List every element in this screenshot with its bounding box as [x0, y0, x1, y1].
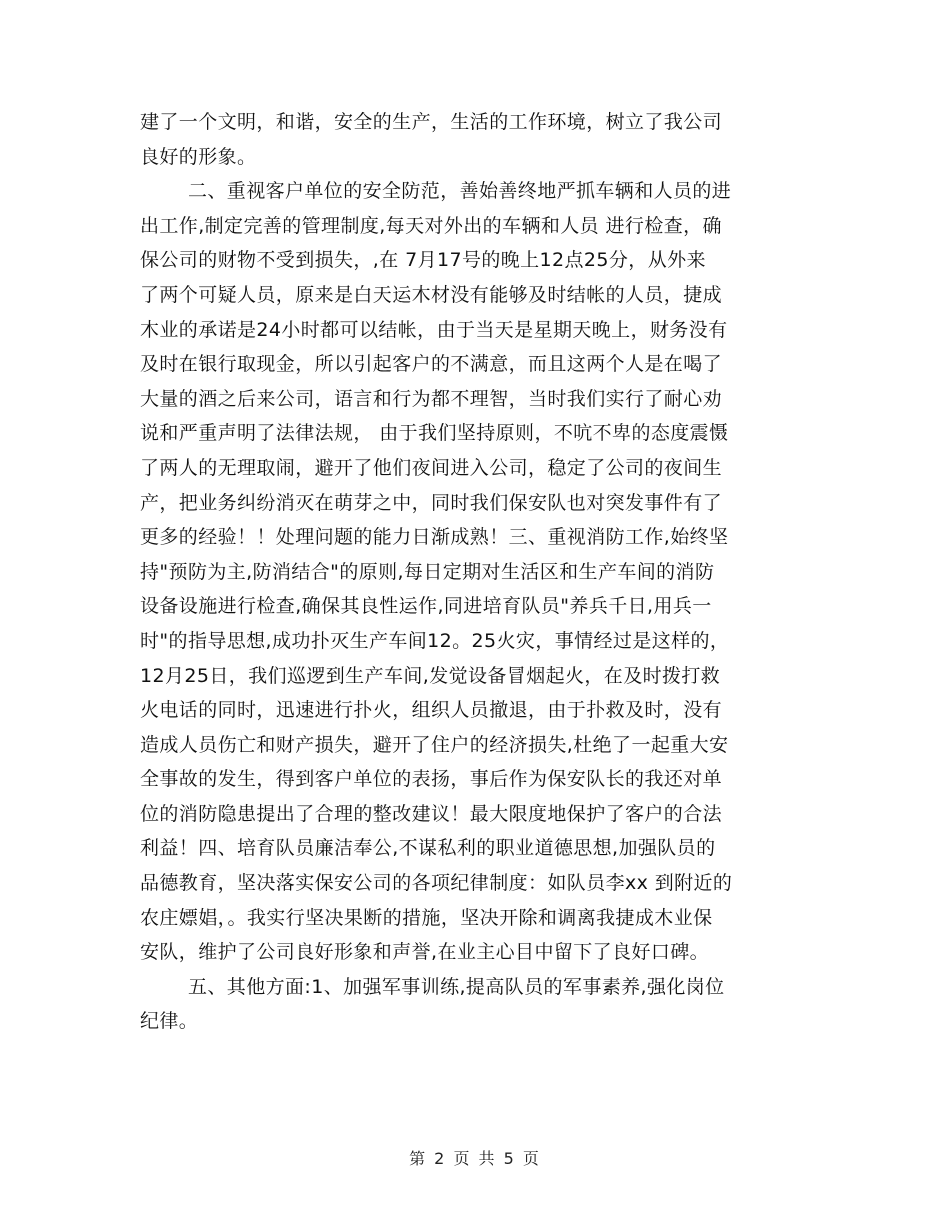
text-line: 五、其他方面:1、加强军事训练,提高队员的军事素养,强化岗位: [188, 975, 725, 998]
text-line: 建了一个文明，和谐，安全的生产，生活的工作环境，树立了我公司: [140, 111, 723, 133]
text-line: 及时在银行取现金，所以引起客户的不满意，而且这两个人是在喝了: [140, 353, 723, 376]
page-footer: 第 2 页 共 5 页: [409, 1149, 541, 1168]
text-line: 时"的指导思想,成功扑灭生产车间12。25火灾，事情经过是这样的，: [140, 629, 730, 652]
text-line: 了两人的无理取闹，避开了他们夜间进入公司，稳定了公司的夜间生: [140, 456, 723, 479]
text-line: 安队，维护了公司良好形象和声誉,在业主心目中留下了良好口碑。: [140, 941, 710, 964]
text-line: 造成人员伤亡和财产损失，避开了住户的经济损失,杜绝了一起重大安: [140, 733, 729, 756]
text-line: 木业的承诺是24小时都可以结帐，由于当天是星期天晚上，财务没有: [140, 318, 728, 341]
text-line: 保公司的财物不受到损失，,在 7月17号的晚上12点25分，从外来: [140, 249, 706, 272]
body-text: [140, 105, 815, 1039]
text-line: 二、重视客户单位的安全防范，善始善终地严抓车辆和人员的进: [188, 180, 732, 203]
text-line: 火电话的同时，迅速进行扑火，组织人员撤退，由于扑救及时，没有: [140, 699, 723, 722]
text-line: 大量的酒之后来公司，语言和行为都不理智，当时我们实行了耐心劝: [140, 387, 723, 410]
text-line: 全事故的发生，得到客户单位的表扬，事后作为保安队长的我还对单: [140, 768, 723, 791]
text-line: 利益！四、培育队员廉洁奉公,不谋私利的职业道德思想,加强队员的: [140, 837, 716, 860]
text-line: 产，把业务纠纷消灭在萌芽之中，同时我们保安队也对突发事件有了: [140, 491, 723, 514]
text-line: 12月25日，我们巡逻到生产车间,发觉设备冒烟起火，在及时拨打救: [140, 664, 721, 687]
text-line: 纪律。: [140, 1010, 199, 1033]
text-line: 更多的经验！！处理问题的能力日渐成熟！三、重视消防工作,始终坚: [140, 526, 729, 549]
text-line: 农庄嫖娼，。我实行坚决果断的措施，坚决开除和调离我捷成木业保: [140, 906, 713, 929]
text-line: 了两个可疑人员，原来是白天运木材没有能够及时结帐的人员，捷成: [140, 283, 723, 306]
text-line: 位的消防隐患提出了合理的整改建议！最大限度地保护了客户的合法: [140, 802, 723, 825]
text-line: 品德教育，坚决落实保安公司的各项纪律制度：如队员李xx 到附近的: [140, 872, 733, 895]
text-line: 持"预防为主,防消结合"的原则,每日定期对生活区和生产车间的消防: [140, 560, 715, 583]
text-line: 良好的形象。: [140, 145, 257, 168]
text-line: 设备设施进行检查,确保其良性运作,同进培育队员"养兵千日,用兵一: [140, 595, 712, 618]
text-line: 出工作,制定完善的管理制度,每天对外出的车辆和人员 进行检查，确: [140, 214, 722, 237]
text-line: 说和严重声明了法律法规， 由于我们坚持原则，不吭不卑的态度震慑: [140, 422, 729, 445]
